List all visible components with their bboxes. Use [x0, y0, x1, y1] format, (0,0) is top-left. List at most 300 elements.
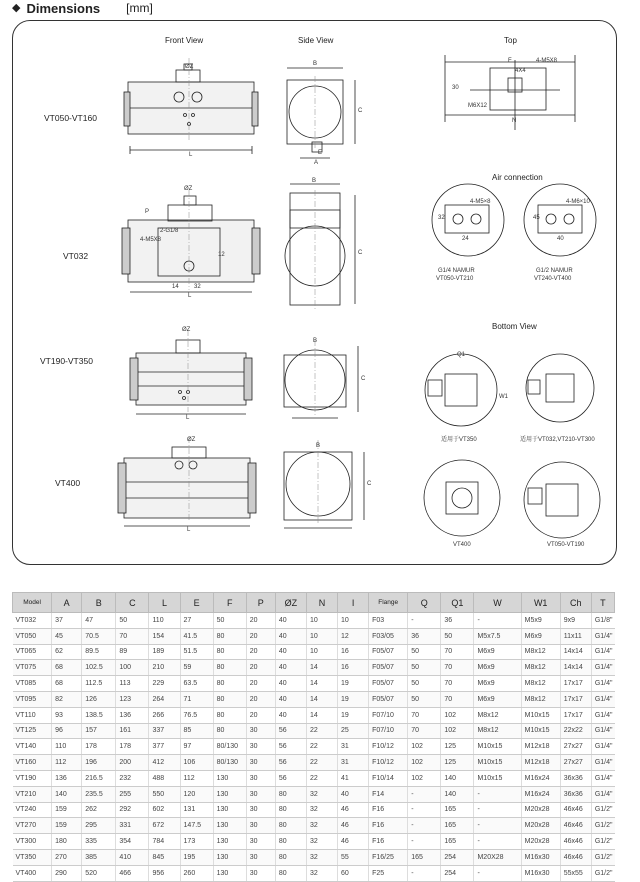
air-left-dim2: 24	[462, 236, 469, 242]
table-cell: 102	[408, 755, 441, 771]
table-cell: 80	[275, 865, 306, 881]
table-cell: 40	[275, 628, 306, 644]
table-cell: 89.5	[82, 644, 116, 660]
table-cell: 32	[306, 818, 337, 834]
model-cell: VT075	[13, 660, 52, 676]
table-cell: F03/05	[369, 628, 408, 644]
dim-c-4: C	[367, 481, 372, 487]
table-row	[13, 755, 615, 771]
col-header-model: Model	[13, 593, 52, 613]
table-cell: 37	[52, 613, 82, 629]
table-cell: 80	[275, 818, 306, 834]
top-dim30-label: 30	[452, 85, 459, 91]
table-cell: 845	[149, 849, 180, 865]
table-cell: 20	[246, 628, 275, 644]
table-cell: 102.5	[82, 660, 116, 676]
model-cell: VT270	[13, 818, 52, 834]
bottom-w1-label: W1	[499, 394, 508, 400]
table-row	[13, 691, 615, 707]
table-cell: M12x18	[521, 755, 560, 771]
table-cell: 22	[306, 723, 337, 739]
table-cell: 295	[82, 818, 116, 834]
table-cell: 31	[338, 739, 369, 755]
col-header-ch: Ch	[560, 593, 591, 613]
table-cell: 17x17	[560, 691, 591, 707]
table-cell: M6x9	[474, 644, 521, 660]
col-header-e: E	[180, 593, 213, 613]
table-cell: 32	[306, 849, 337, 865]
table-cell: 20	[246, 691, 275, 707]
top-view	[445, 55, 575, 130]
table-cell: M6x9	[474, 691, 521, 707]
table-cell: G1/4"	[591, 676, 614, 692]
top-m6-label: M6X12	[468, 103, 488, 109]
table-cell: 80	[213, 707, 246, 723]
col-header-t: T	[591, 593, 614, 613]
col-header-q: Q	[408, 593, 441, 613]
air-right-thread: 4-M6×10	[566, 199, 590, 205]
dim-32: 32	[194, 284, 201, 290]
table-cell: M10x15	[474, 770, 521, 786]
table-cell: G1/8"	[591, 613, 614, 629]
table-row	[13, 707, 615, 723]
model-cell: VT190	[13, 770, 52, 786]
table-cell: 159	[52, 802, 82, 818]
table-row	[13, 660, 615, 676]
table-row	[13, 739, 615, 755]
table-cell: 331	[116, 818, 149, 834]
table-row	[13, 676, 615, 692]
table-cell: 488	[149, 770, 180, 786]
table-cell: 30	[246, 786, 275, 802]
air-connection-heading: Air connection	[492, 173, 543, 182]
table-cell: G1/2"	[591, 834, 614, 850]
table-cell: 32	[306, 802, 337, 818]
table-cell: 14	[306, 676, 337, 692]
table-cell: G1/4"	[591, 786, 614, 802]
dim-phiz-1: ØZ	[185, 64, 194, 70]
table-cell: 120	[180, 786, 213, 802]
table-cell: F10/12	[369, 755, 408, 771]
table-cell: 9x9	[560, 613, 591, 629]
table-cell: 68	[52, 660, 82, 676]
table-cell: M20x28	[521, 802, 560, 818]
bottom-label-vt032: 适用于VT032,VT210-VT300	[520, 437, 595, 443]
table-cell: 89	[116, 644, 149, 660]
table-cell: -	[408, 786, 441, 802]
col-header-q1: Q1	[441, 593, 474, 613]
table-cell: 260	[180, 865, 213, 881]
table-cell: 140	[441, 770, 474, 786]
table-row	[13, 818, 615, 834]
front-view-2	[122, 196, 260, 292]
table-cell: 102	[441, 707, 474, 723]
bottom-label-vt350: 适用于VT350	[441, 437, 477, 443]
table-cell: 50	[408, 691, 441, 707]
bottom-view-vt050	[524, 462, 600, 538]
table-cell: M16x30	[521, 849, 560, 865]
table-cell: 46x46	[560, 834, 591, 850]
front-view-4	[118, 447, 256, 526]
model-cell: VT125	[13, 723, 52, 739]
table-cell: 130	[213, 802, 246, 818]
table-cell: M6x9	[521, 628, 560, 644]
table-row	[13, 723, 615, 739]
table-cell: G1/4"	[591, 755, 614, 771]
model-cell: VT032	[13, 613, 52, 629]
table-cell: 17x17	[560, 707, 591, 723]
table-cell: -	[474, 865, 521, 881]
air-left-thread: 4-M5×8	[470, 199, 491, 205]
table-cell: 36x36	[560, 770, 591, 786]
table-cell: 93	[52, 707, 82, 723]
table-cell: 80	[275, 849, 306, 865]
table-cell: 270	[52, 849, 82, 865]
table-cell: -	[474, 818, 521, 834]
table-cell: 255	[116, 786, 149, 802]
table-cell: 41	[338, 770, 369, 786]
table-cell: 106	[180, 755, 213, 771]
table-cell: 50	[213, 613, 246, 629]
table-cell: -	[474, 786, 521, 802]
table-cell: 262	[82, 802, 116, 818]
front-view-1	[124, 64, 258, 154]
row-label-vt400: VT400	[55, 478, 81, 488]
table-cell: 147.5	[180, 818, 213, 834]
table-cell: 97	[180, 739, 213, 755]
table-cell: 125	[441, 739, 474, 755]
dim-c-1: C	[358, 108, 363, 114]
table-cell: 130	[213, 865, 246, 881]
table-cell: 30	[246, 723, 275, 739]
table-cell: 20	[246, 676, 275, 692]
table-cell: 14	[306, 707, 337, 723]
table-cell: 46x46	[560, 818, 591, 834]
row-label-vt050-vt160: VT050-VT160	[44, 113, 97, 123]
table-cell: 36	[408, 628, 441, 644]
table-cell: F16/25	[369, 849, 408, 865]
table-cell: 130	[213, 849, 246, 865]
table-cell: 32	[306, 786, 337, 802]
model-cell: VT240	[13, 802, 52, 818]
table-cell: 56	[275, 755, 306, 771]
table-cell: 178	[116, 739, 149, 755]
table-cell: 354	[116, 834, 149, 850]
table-cell: 46x46	[560, 849, 591, 865]
table-cell: 41.5	[180, 628, 213, 644]
table-cell: 125	[441, 755, 474, 771]
table-cell: 22x22	[560, 723, 591, 739]
top-view-heading: Top	[504, 36, 517, 45]
dim-l-4: L	[187, 527, 191, 533]
model-cell: VT300	[13, 834, 52, 850]
table-cell: M10x15	[474, 755, 521, 771]
table-cell: 100	[116, 660, 149, 676]
table-cell: M5x9	[521, 613, 560, 629]
table-cell: 46x46	[560, 802, 591, 818]
table-cell: F14	[369, 786, 408, 802]
col-header-phiz: ØZ	[275, 593, 306, 613]
table-cell: M16x24	[521, 786, 560, 802]
side-view-4	[284, 452, 364, 528]
table-cell: -	[474, 834, 521, 850]
table-cell: 30	[246, 834, 275, 850]
dim-c-2: C	[358, 250, 363, 256]
table-cell: 165	[441, 834, 474, 850]
table-cell: 56	[275, 770, 306, 786]
table-cell: 154	[149, 628, 180, 644]
table-cell: 229	[149, 676, 180, 692]
table-cell: 46	[338, 818, 369, 834]
dim-phiz-4: ØZ	[187, 437, 196, 443]
dim-12: 12	[218, 252, 225, 258]
table-cell: 47	[82, 613, 116, 629]
col-header-c: C	[116, 593, 149, 613]
table-cell: 130	[213, 786, 246, 802]
table-cell: F10/12	[369, 739, 408, 755]
col-header-a: A	[52, 593, 82, 613]
table-cell: 70	[116, 628, 149, 644]
table-cell: 14	[306, 660, 337, 676]
col-header-p: P	[246, 593, 275, 613]
table-cell: 466	[116, 865, 149, 881]
table-cell: M5x7.5	[474, 628, 521, 644]
table-cell: 36	[441, 613, 474, 629]
table-cell: 335	[82, 834, 116, 850]
col-header-w: W	[474, 593, 521, 613]
table-cell: 110	[149, 613, 180, 629]
bottom-view-heading: Bottom View	[492, 322, 537, 331]
table-cell: 130	[213, 834, 246, 850]
dimensions-table	[12, 592, 615, 882]
table-cell: 70	[441, 644, 474, 660]
table-cell: M8x12	[521, 676, 560, 692]
table-cell: 80/130	[213, 739, 246, 755]
table-cell: 200	[116, 755, 149, 771]
table-cell: 70	[408, 707, 441, 723]
table-cell: 14x14	[560, 644, 591, 660]
table-cell: 11x11	[560, 628, 591, 644]
table-cell: 136	[116, 707, 149, 723]
table-cell: 27x27	[560, 755, 591, 771]
dim-c-3: C	[361, 376, 366, 382]
dim-14: 14	[172, 284, 179, 290]
model-cell: VT095	[13, 691, 52, 707]
table-cell: 70.5	[82, 628, 116, 644]
table-cell: 80	[213, 676, 246, 692]
top-n-label: N	[512, 118, 517, 124]
col-header-b: B	[82, 593, 116, 613]
dim-p: P	[145, 209, 150, 215]
table-cell: 254	[441, 849, 474, 865]
table-cell: M8x12	[521, 644, 560, 660]
table-cell: 80	[213, 628, 246, 644]
col-header-l: L	[149, 593, 180, 613]
dim-b-3: B	[313, 338, 318, 344]
table-cell: 62	[52, 644, 82, 660]
table-cell: -	[408, 613, 441, 629]
bottom-view-vt400	[424, 460, 500, 536]
table-cell: 40	[275, 676, 306, 692]
table-row	[13, 802, 615, 818]
dim-e-1: E	[318, 150, 323, 156]
table-cell: 30	[246, 755, 275, 771]
table-cell: 16	[338, 660, 369, 676]
table-cell: G1/4"	[591, 707, 614, 723]
table-cell: M6x9	[474, 676, 521, 692]
table-cell: M10x15	[521, 707, 560, 723]
table-cell: 60	[338, 865, 369, 881]
table-cell: 80	[213, 723, 246, 739]
table-row	[13, 613, 615, 629]
model-cell: VT350	[13, 849, 52, 865]
table-cell: M10x15	[474, 739, 521, 755]
table-cell: M10x15	[521, 723, 560, 739]
table-cell: 46	[338, 834, 369, 850]
table-cell: G1/2"	[591, 865, 614, 881]
bottom-label-vt050: VT050-VT190	[547, 542, 585, 548]
table-cell: 31	[338, 755, 369, 771]
table-cell: M8x12	[521, 691, 560, 707]
table-cell: F05/07	[369, 660, 408, 676]
table-header-row	[13, 593, 615, 613]
table-cell: 377	[149, 739, 180, 755]
table-cell: 56	[275, 739, 306, 755]
air-left-note: G1/4 NAMUR	[438, 268, 475, 274]
table-cell: 80	[213, 660, 246, 676]
table-cell: 165	[441, 818, 474, 834]
table-cell: M20x28	[521, 834, 560, 850]
table-cell: G1/2"	[591, 802, 614, 818]
table-cell: 138.5	[82, 707, 116, 723]
table-cell: 45	[52, 628, 82, 644]
table-cell: 55x55	[560, 865, 591, 881]
table-cell: -	[474, 613, 521, 629]
table-row	[13, 786, 615, 802]
air-left-dim1: 32	[438, 215, 445, 221]
table-cell: 136	[52, 770, 82, 786]
table-cell: 22	[306, 739, 337, 755]
table-cell: 50	[116, 613, 149, 629]
dim-l-2: L	[188, 293, 192, 299]
table-cell: 20	[246, 660, 275, 676]
table-cell: 30	[246, 818, 275, 834]
table-cell: M16x24	[521, 770, 560, 786]
col-header-f: F	[213, 593, 246, 613]
dim-m5: 4-M5X8	[140, 237, 162, 243]
dim-l-3: L	[186, 415, 190, 421]
table-cell: 46	[338, 802, 369, 818]
table-cell: 51.5	[180, 644, 213, 660]
table-cell: 130	[213, 818, 246, 834]
table-cell: 123	[116, 691, 149, 707]
table-cell: 40	[275, 660, 306, 676]
top-f-label: F	[508, 58, 512, 64]
table-cell: M8x12	[474, 707, 521, 723]
col-header-n: N	[306, 593, 337, 613]
front-view-heading: Front View	[165, 36, 204, 45]
table-cell: 32	[306, 865, 337, 881]
top-square-label: 4X4	[515, 68, 526, 74]
table-cell: 80/130	[213, 755, 246, 771]
table-cell: 112	[180, 770, 213, 786]
table-cell: 20	[246, 613, 275, 629]
table-cell: 30	[246, 865, 275, 881]
table-cell: 12	[338, 628, 369, 644]
bottom-view-vt032	[526, 354, 594, 422]
dim-a-1: A	[314, 160, 319, 166]
table-cell: G1/2"	[591, 849, 614, 865]
table-cell: 131	[180, 802, 213, 818]
table-cell: 22	[306, 770, 337, 786]
table-cell: 40	[275, 691, 306, 707]
table-cell: 80	[213, 691, 246, 707]
side-view-heading: Side View	[298, 36, 334, 45]
table-cell: F05/07	[369, 676, 408, 692]
table-cell: M16x30	[521, 865, 560, 881]
table-cell: G1/4"	[591, 723, 614, 739]
table-cell: G1/4"	[591, 628, 614, 644]
table-cell: 165	[408, 849, 441, 865]
table-cell: F03	[369, 613, 408, 629]
table-cell: -	[408, 802, 441, 818]
table-cell: 10	[306, 613, 337, 629]
bottom-label-vt400: VT400	[453, 542, 471, 548]
table-cell: 10	[338, 613, 369, 629]
table-cell: G1/4"	[591, 660, 614, 676]
table-cell: 113	[116, 676, 149, 692]
model-cell: VT065	[13, 644, 52, 660]
table-cell: 50	[408, 660, 441, 676]
diamond-bullet-icon: ◆	[12, 1, 21, 14]
table-cell: M6x9	[474, 660, 521, 676]
table-cell: 14	[306, 691, 337, 707]
dim-phiz-2: ØZ	[184, 186, 193, 192]
table-cell: 76.5	[180, 707, 213, 723]
table-cell: 784	[149, 834, 180, 850]
table-cell: 264	[149, 691, 180, 707]
col-header-w1: W1	[521, 593, 560, 613]
table-cell: 55	[338, 849, 369, 865]
table-cell: 40	[338, 786, 369, 802]
table-cell: 159	[52, 818, 82, 834]
table-cell: 80	[275, 786, 306, 802]
table-cell: 30	[246, 739, 275, 755]
table-cell: F07/10	[369, 707, 408, 723]
dim-b-2: B	[312, 178, 317, 184]
table-cell: 254	[441, 865, 474, 881]
table-cell: 32	[306, 834, 337, 850]
model-cell: VT085	[13, 676, 52, 692]
side-view-2	[285, 184, 355, 305]
table-cell: 85	[180, 723, 213, 739]
table-cell: 102	[408, 770, 441, 786]
table-cell: 68	[52, 676, 82, 692]
table-row	[13, 644, 615, 660]
table-cell: 30	[246, 770, 275, 786]
table-cell: 50	[441, 628, 474, 644]
table-cell: 14x14	[560, 660, 591, 676]
table-cell: 10	[306, 644, 337, 660]
unit-label: [mm]	[126, 1, 153, 15]
table-cell: M20X28	[474, 849, 521, 865]
table-cell: 19	[338, 676, 369, 692]
table-cell: 59	[180, 660, 213, 676]
table-cell: 40	[275, 644, 306, 660]
dim-g18: 2-G1/8	[160, 228, 179, 234]
table-row	[13, 628, 615, 644]
table-cell: 71	[180, 691, 213, 707]
